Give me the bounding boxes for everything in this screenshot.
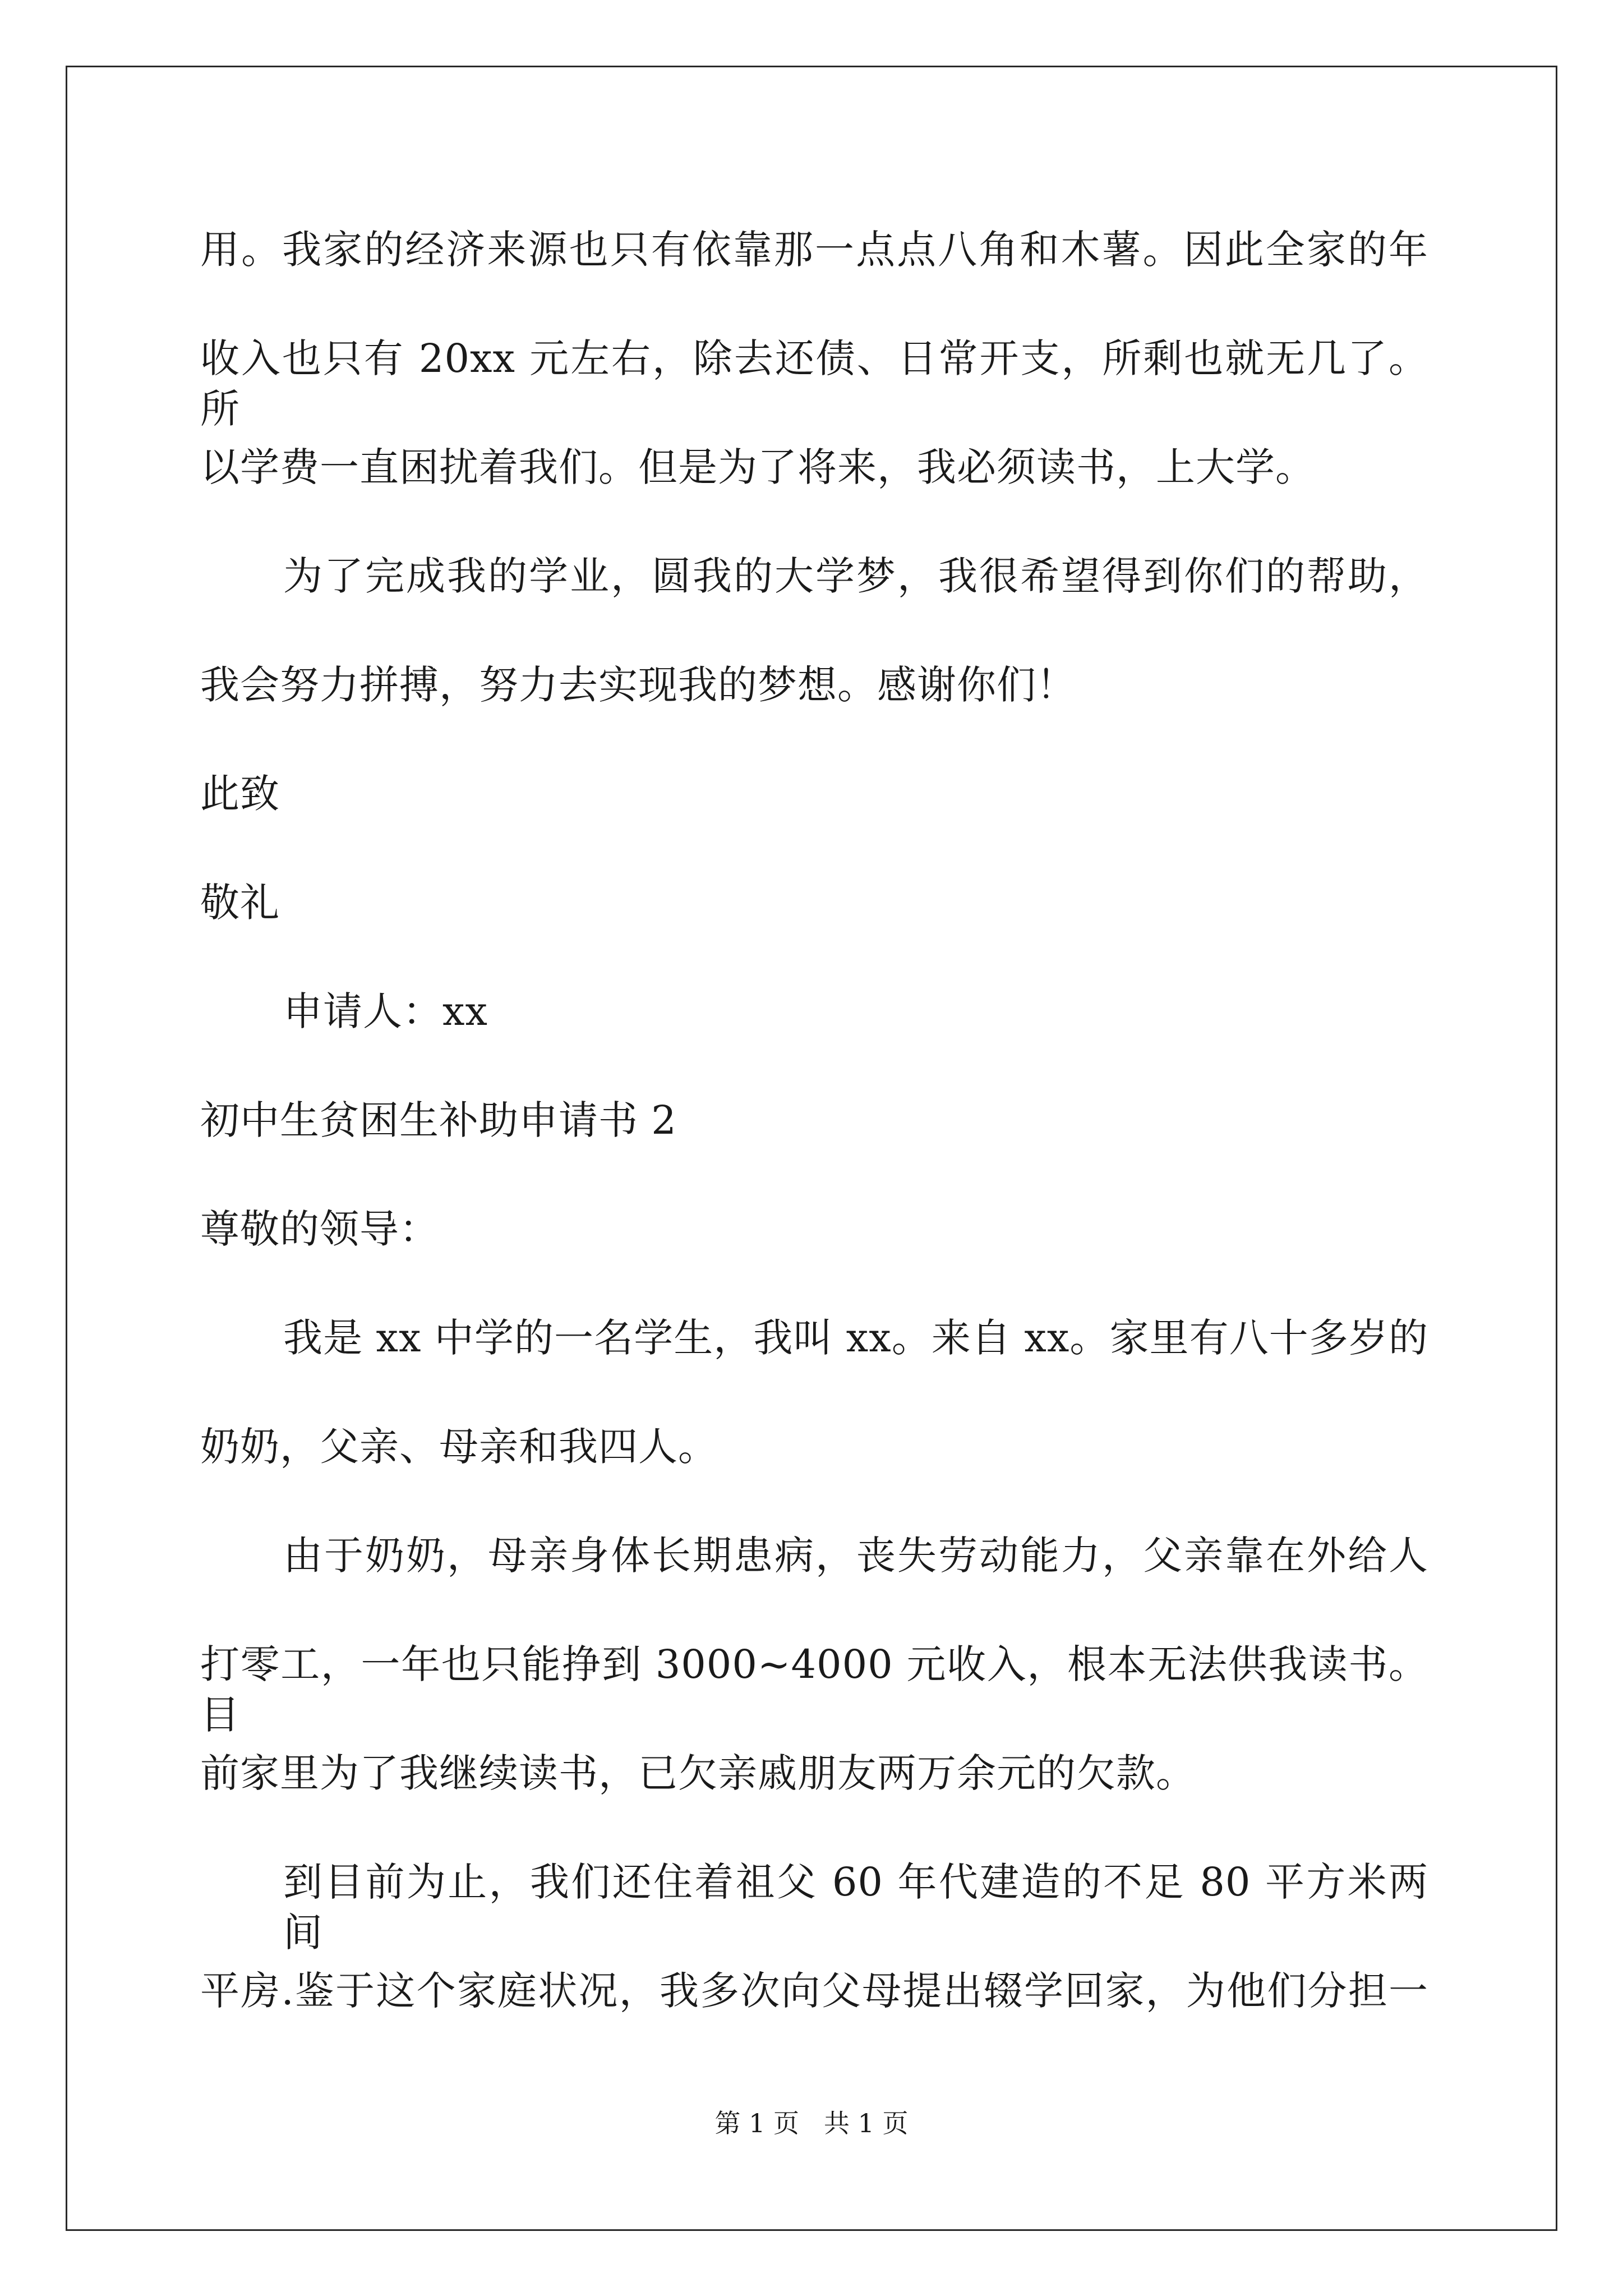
paragraph-line: 我会努力拼搏，努力去实现我的梦想。感谢你们！ bbox=[200, 662, 1076, 708]
closing-regards: 敬礼 bbox=[200, 880, 280, 926]
closing-salutation: 此致 bbox=[200, 771, 280, 817]
paragraph-line: 打零工，一年也只能挣到 3000~4000 元收入，根本无法供我读书。目 bbox=[200, 1641, 1428, 1738]
paragraph-line: 平房.鉴于这个家庭状况，我多次向父母提出辍学回家，为他们分担一 bbox=[200, 1968, 1428, 2014]
letter-greeting: 尊敬的领导： bbox=[200, 1206, 439, 1252]
applicant-signature: 申请人：xx bbox=[283, 988, 488, 1034]
paragraph-line: 前家里为了我继续读书，已欠亲戚朋友两万余元的欠款。 bbox=[200, 1750, 1196, 1796]
paragraph-line: 用。我家的经济来源也只有依靠那一点点八角和木薯。因此全家的年 bbox=[200, 227, 1428, 273]
paragraph-line: 以学费一直困扰着我们。但是为了将来，我必须读书，上大学。 bbox=[200, 444, 1315, 490]
section-title: 初中生贫困生补助申请书 2 bbox=[200, 1097, 677, 1143]
paragraph-line: 我是 xx 中学的一名学生，我叫 xx。来自 xx。家里有八十多岁的 bbox=[283, 1315, 1428, 1361]
page-total: 共 1 页 bbox=[824, 2108, 909, 2138]
paragraph-line: 到目前为止，我们还住着祖父 60 年代建造的不足 80 平方米两间 bbox=[283, 1859, 1428, 1955]
paragraph-line: 为了完成我的学业，圆我的大学梦，我很希望得到你们的帮助， bbox=[283, 553, 1428, 599]
paragraph-line: 收入也只有 20xx 元左右，除去还债、日常开支，所剩也就无几了。所 bbox=[200, 335, 1428, 432]
paragraph-line: 奶奶，父亲、母亲和我四人。 bbox=[200, 1424, 718, 1470]
page-footer bbox=[0, 2106, 1623, 2140]
page-number: 第 1 页 bbox=[714, 2108, 799, 2138]
paragraph-line: 由于奶奶，母亲身体长期患病，丧失劳动能力，父亲靠在外给人 bbox=[283, 1533, 1428, 1579]
